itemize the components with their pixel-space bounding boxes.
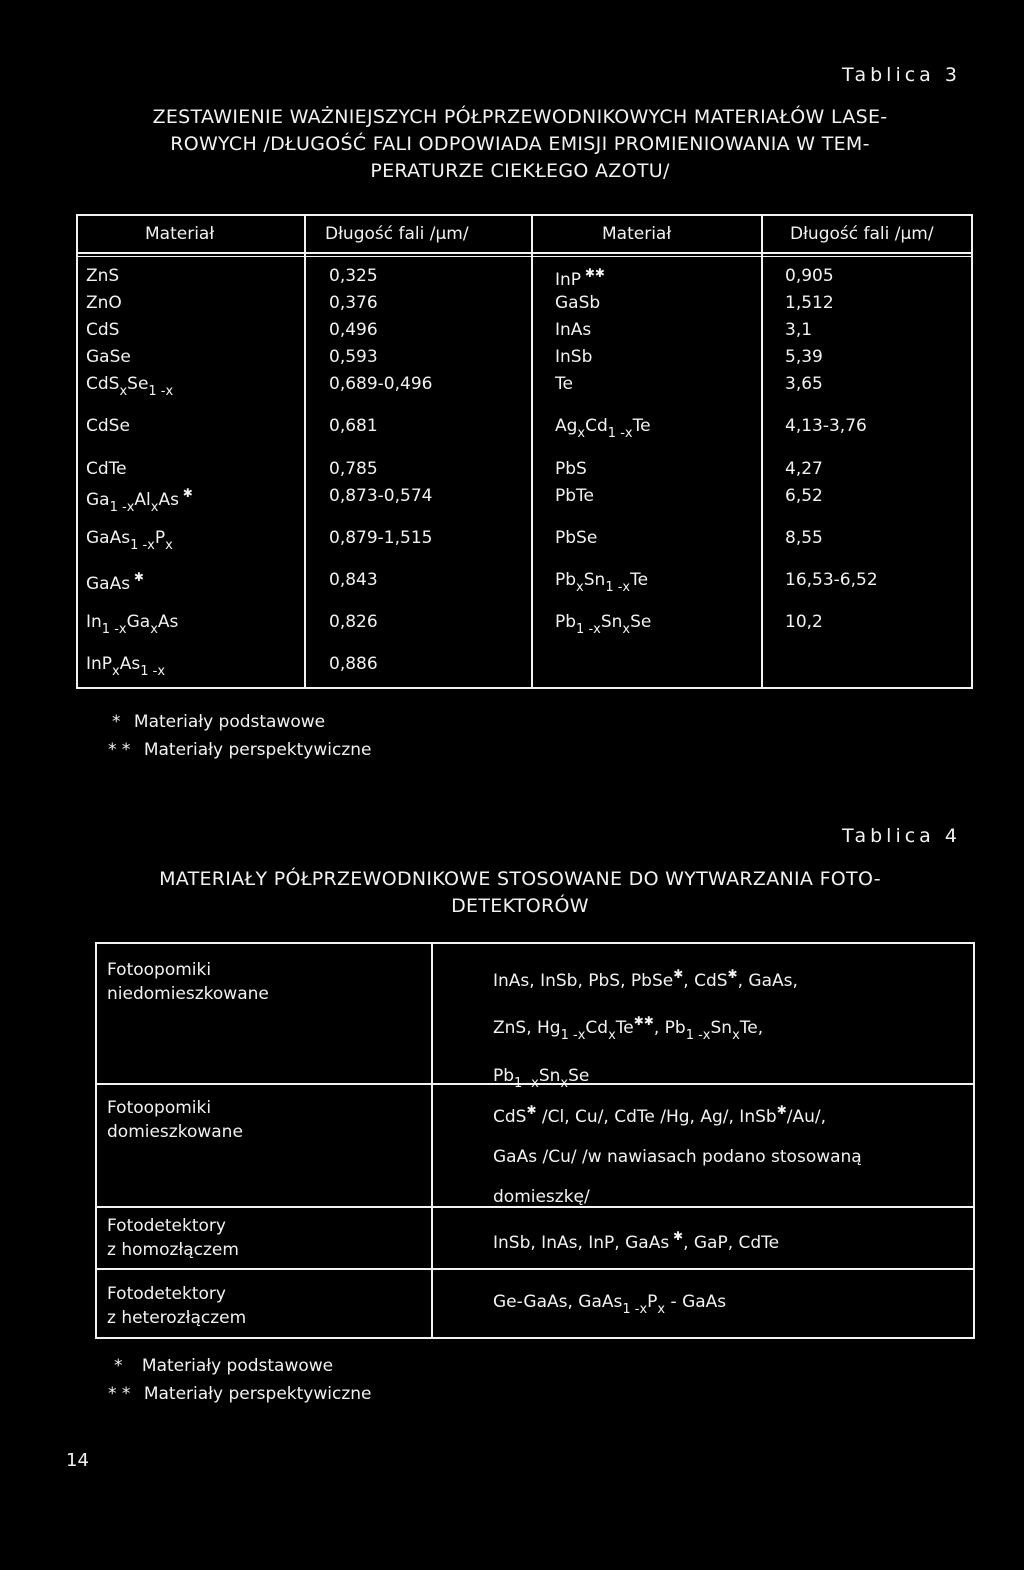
material-inas: InAs (555, 320, 592, 340)
material-zns: ZnS (86, 266, 120, 286)
wavelength-cdse: 0,681 (329, 416, 378, 436)
wavelength-pbte: 6,52 (785, 486, 823, 506)
category-doped: Fotoopomiki domieszkowane (107, 1098, 243, 1142)
material-pbsnte: $Pb_xSn_{1 -x}Te$ (555, 570, 649, 595)
material-te: Te (555, 374, 573, 394)
material-gase: GaSe (86, 347, 131, 367)
material-cdse: CdSe (86, 416, 130, 436)
wavelength-gase: 0,593 (329, 347, 378, 367)
material-pbte: PbTe (555, 486, 594, 506)
wavelength-cdte: 0,785 (329, 459, 378, 479)
table4-label: Tablica 4 (842, 825, 961, 847)
table4-footnote-perspective: * * Materiały perspektywiczne (108, 1384, 372, 1404)
materials-undoped: InAs, InSb, PbS, PbSe✱, CdS✱, GaAs, ZnS, $Hg_{1 -x}Cd_xTe^{✱✱}$, $Pb_{1 -x}Sn_xTe$, $Pb_{1 -x}Sn_xSe$ (493, 967, 798, 1091)
wavelength-pbse: 8,55 (785, 528, 823, 548)
material-ingaas: $In_{1 -x}Ga_xAs$ (86, 612, 179, 637)
wavelength-gasb: 1,512 (785, 293, 834, 313)
material-insb: InSb (555, 347, 593, 367)
wavelength-agcdte: 4,13-3,76 (785, 416, 867, 436)
table3-footnote-basic: * Materiały podstawowe (112, 712, 326, 732)
material-inp: InP ✱✱ (555, 266, 605, 290)
material-cds: CdS (86, 320, 120, 340)
table4-heading-line2: DETEKTORÓW (451, 895, 589, 917)
wavelength-cdsxse: 0,689-0,496 (329, 374, 433, 394)
category-homojunction: Fotodetektory z homozłączem (107, 1216, 239, 1260)
wavelength-inas: 3,1 (785, 320, 813, 340)
table3-heading-line3: PERATURZE CIEKŁEGO AZOTU/ (370, 160, 670, 182)
materials-doped: CdS✱ /Cl, Cu/, CdTe /Hg, Ag/, InSb✱/Au/, GaAs /Cu/ /w nawiasach podano stosowaną domieszkę/ (493, 1103, 862, 1207)
materials-homojunction: InSb, InAs, InP, GaAs ✱, GaP, CdTe (493, 1229, 780, 1253)
material-cdsxse: $CdS_xSe_{1 -x}$ (86, 374, 174, 399)
wavelength-gaasp: 0,879-1,515 (329, 528, 433, 548)
category-undoped: Fotoopomiki niedomieszkowane (107, 960, 269, 1004)
table3-heading-line1: ZESTAWIENIE WAŻNIEJSZYCH PÓŁPRZEWODNIKOWYCH MATERIAŁÓW LASE- (152, 106, 888, 128)
material-gasb: GaSb (555, 293, 601, 313)
material-gaas: GaAs ✱ (86, 570, 144, 594)
header-material-right: Materiał (602, 224, 672, 244)
wavelength-pbsnse: 10,2 (785, 612, 823, 632)
wavelength-zno: 0,376 (329, 293, 378, 313)
material-agcdte: $Ag_xCd_{1 -x}Te$ (555, 416, 651, 441)
wavelength-cds: 0,496 (329, 320, 378, 340)
wavelength-ingaas: 0,826 (329, 612, 378, 632)
table4-heading-line1: MATERIAŁY PÓŁPRZEWODNIKOWE STOSOWANE DO WYTWARZANIA FOTO- (159, 868, 881, 890)
wavelength-inpas: 0,886 (329, 654, 378, 674)
table3-footnote-perspective: * * Materiały perspektywiczne (108, 740, 372, 760)
wavelength-gaas: 0,843 (329, 570, 378, 590)
material-gaasp: $GaAs_{1 -x}P_x$ (86, 528, 173, 553)
table4-footnote-basic: * Materiały podstawowe (114, 1356, 334, 1376)
material-inpas: $InP_xAs_{1 -x}$ (86, 654, 166, 679)
material-pbse: PbSe (555, 528, 598, 548)
table3-heading-line2: ROWYCH /DŁUGOŚĆ FALI ODPOWIADA EMISJI PROMIENIOWANIA W TEM- (170, 133, 870, 155)
material-cdte: CdTe (86, 459, 127, 479)
material-pbsnse: $Pb_{1 -x}Sn_xSe$ (555, 612, 652, 637)
wavelength-pbsnte: 16,53-6,52 (785, 570, 878, 590)
category-heterojunction: Fotodetektory z heterozłączem (107, 1284, 247, 1328)
double-asterisk-mark: * * (108, 740, 131, 760)
material-gaalas: $Ga_{1 -x}Al_xAs$ ✱ (86, 486, 193, 515)
asterisk-mark: * (114, 1356, 123, 1376)
page-number: 14 (66, 1450, 89, 1471)
wavelength-te: 3,65 (785, 374, 823, 394)
asterisk-mark: * (112, 712, 121, 732)
materials-heterojunction: Ge-GaAs, $GaAs_{1 -x}P_x$ - GaAs (493, 1292, 727, 1317)
material-zno: ZnO (86, 293, 122, 313)
header-wavelength-left: Długość fali /µm/ (325, 224, 469, 244)
wavelength-zns: 0,325 (329, 266, 378, 286)
material-pbs: PbS (555, 459, 587, 479)
wavelength-insb: 5,39 (785, 347, 823, 367)
header-wavelength-right: Długość fali /µm/ (790, 224, 934, 244)
table3-label: Tablica 3 (842, 64, 961, 86)
wavelength-inp: 0,905 (785, 266, 834, 286)
double-asterisk-mark: * * (108, 1384, 131, 1404)
wavelength-gaalas: 0,873-0,574 (329, 486, 433, 506)
wavelength-pbs: 4,27 (785, 459, 823, 479)
header-material-left: Materiał (145, 224, 215, 244)
